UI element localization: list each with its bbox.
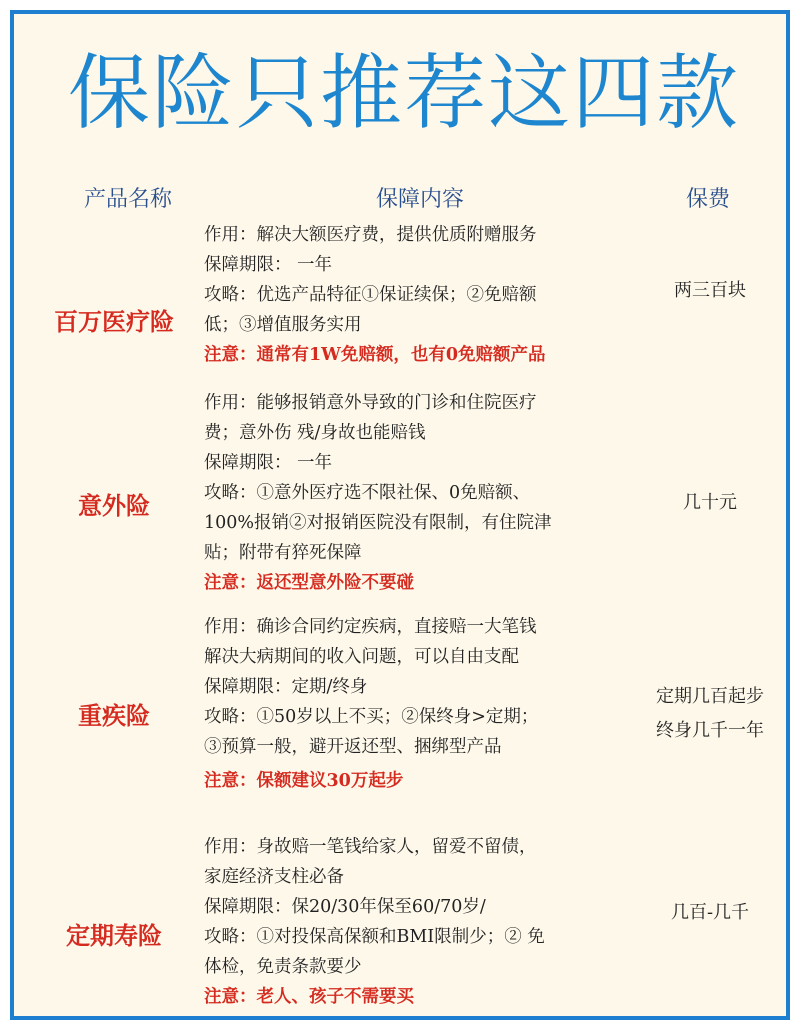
description-line: 作用：能够报销意外导致的门诊和住院医疗 bbox=[204, 393, 537, 413]
premium-value: 几十元 bbox=[683, 492, 737, 513]
description-line: 攻略：①对投保高保额和BMI限制少；② 免 bbox=[204, 927, 545, 947]
description-line: 费；意外伤 残/身故也能赔钱 bbox=[204, 423, 426, 443]
premium-value: 几百-几千 bbox=[670, 902, 750, 923]
description-line: 保障期限： 一年 bbox=[204, 453, 333, 473]
product-description bbox=[204, 832, 624, 1012]
premium-cell bbox=[624, 896, 796, 930]
warning-note: 注意：老人、孩子不需要买 bbox=[204, 987, 414, 1007]
description-line: 攻略：①50岁以上不买；②保终身>定期； bbox=[204, 707, 539, 727]
description-line: 家庭经济支柱必备 bbox=[204, 867, 344, 887]
page-title: 保险只推荐这四款 bbox=[67, 46, 740, 141]
description-line: 作用：身故赔一笔钱给家人，留爱不留债， bbox=[204, 837, 537, 857]
premium-cell bbox=[624, 680, 796, 748]
product-name: 重疾险 bbox=[78, 701, 150, 730]
description-line: 作用：确诊合同约定疾病，直接赔一大笔钱 bbox=[204, 617, 537, 637]
column-header-name: 产品名称 bbox=[84, 187, 173, 212]
product-description bbox=[204, 220, 624, 370]
product-description bbox=[204, 612, 624, 796]
description-line: 作用：解决大额医疗费，提供优质附赠服务 bbox=[204, 225, 537, 245]
description-line: 低；③增值服务实用 bbox=[204, 315, 362, 335]
description-line: 保障期限： 一年 bbox=[204, 255, 333, 275]
description-line: ③预算一般，避开返还型、捆绑型产品 bbox=[204, 737, 502, 757]
description-line: 保障期限：定期/终身 bbox=[204, 677, 368, 697]
description-line: 解决大病期间的收入问题，可以自由支配 bbox=[204, 647, 519, 667]
premium-value: 两三百块 bbox=[674, 280, 746, 301]
description-line: 保障期限：保20/30年保至60/70岁/ bbox=[204, 897, 486, 917]
description-line: 贴；附带有猝死保障 bbox=[204, 543, 362, 563]
column-header-content: 保障内容 bbox=[376, 187, 465, 212]
product-description bbox=[204, 388, 624, 598]
premium-cell bbox=[624, 274, 796, 308]
description-line: 100%报销②对报销医院没有限制，有住院津 bbox=[204, 513, 552, 533]
poster-frame bbox=[10, 10, 790, 1020]
warning-note: 注意：保额建议30万起步 bbox=[204, 771, 404, 791]
description-line: 体检，免责条款要少 bbox=[204, 957, 362, 977]
product-name: 意外险 bbox=[78, 491, 150, 520]
description-line: 攻略：①意外医疗选不限社保、0免赔额、 bbox=[204, 483, 531, 503]
column-header-price: 保费 bbox=[686, 187, 731, 212]
warning-note: 注意：返还型意外险不要碰 bbox=[204, 573, 414, 593]
product-name: 百万医疗险 bbox=[54, 307, 174, 336]
premium-value: 定期几百起步 bbox=[656, 686, 764, 707]
description-line: 攻略：优选产品特征①保证续保；②免赔额 bbox=[204, 285, 537, 305]
premium-cell bbox=[624, 486, 796, 520]
warning-note: 注意：通常有1W免赔额，也有0免赔额产品 bbox=[204, 345, 546, 365]
premium-value: 终身几千一年 bbox=[656, 720, 764, 741]
product-name: 定期寿险 bbox=[66, 921, 162, 950]
